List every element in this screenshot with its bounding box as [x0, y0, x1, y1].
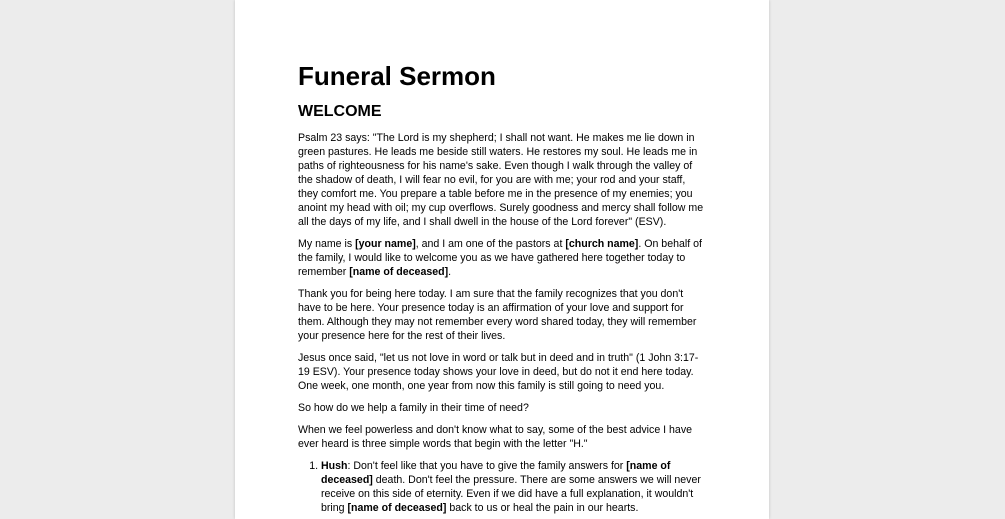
h-words-list [298, 459, 708, 515]
list-text-1: : Don't feel like that you have to give the family answers for [347, 460, 627, 472]
list-item-hush [321, 459, 708, 515]
intro-text-1: My name is [298, 238, 356, 250]
placeholder-name-of-deceased: [name of deceased] [349, 266, 449, 278]
document-title: Funeral Sermon [298, 61, 496, 91]
intro-text-2: , and I am one of the pastors at [415, 238, 566, 250]
document-page [235, 0, 769, 519]
intro-text-3: . On behalf of the family, I would like to welcome you as we have gathered here together today to remember [298, 238, 702, 278]
document-body [298, 60, 708, 515]
question-paragraph: So how do we help a family in their time of need? [298, 402, 529, 414]
placeholder-your-name: [your name] [355, 238, 416, 250]
intro-text-4: . [448, 266, 452, 278]
list-text-2: death. Don't feel the pressure. There are some answers we will never receive on this side of eternity. Even if we did have a full explanation, it wouldn't bring [321, 474, 701, 514]
thanks-paragraph: Thank you for being here today. I am sure that the family recognizes that you don't have to be here. Your presence today is an affirmation of your love and support for them. Although they may not remember every word shared today, they will remember your presence here for the rest of their lives. [298, 288, 697, 342]
advice-paragraph: When we feel powerless and don't know what to say, some of the best advice I have ever heard is three simple words that begin with the letter "H." [298, 424, 693, 450]
list-term-hush: Hush [321, 460, 348, 472]
placeholder-name-of-deceased: [name of deceased] [347, 502, 447, 514]
placeholder-church-name: [church name] [565, 238, 639, 250]
list-text-3: back to us or heal the pain in our hearts. [446, 502, 639, 514]
intro-paragraph [298, 237, 708, 279]
placeholder-name-of-deceased: [name of deceased] [321, 460, 671, 486]
section-heading-welcome: WELCOME [298, 103, 382, 120]
psalm-paragraph: Psalm 23 says: "The Lord is my shepherd; I shall not want. He makes me lie down in green pastures. He leads me beside still waters. He restores my soul. He leads me in paths of righteousness for his name's sake. Even though I walk through the valley of the shadow of death, I will fear no evil, for you are with me; your rod and your staff, they comfort me. You prepare a table before me in the presence of my enemies; you anoint my head with oil; my cup overflows. Surely goodness and mercy shall follow me all the days of my life, and I shall dwell in the house of the Lord forever" (ESV). [298, 132, 704, 228]
jesus-paragraph: Jesus once said, "let us not love in word or talk but in deed and in truth" (1 John 3:17-19 ESV). Your presence today shows your love in deed, but do not it end here today. One week, one month, one year from now this family is still going to need you. [298, 352, 699, 392]
